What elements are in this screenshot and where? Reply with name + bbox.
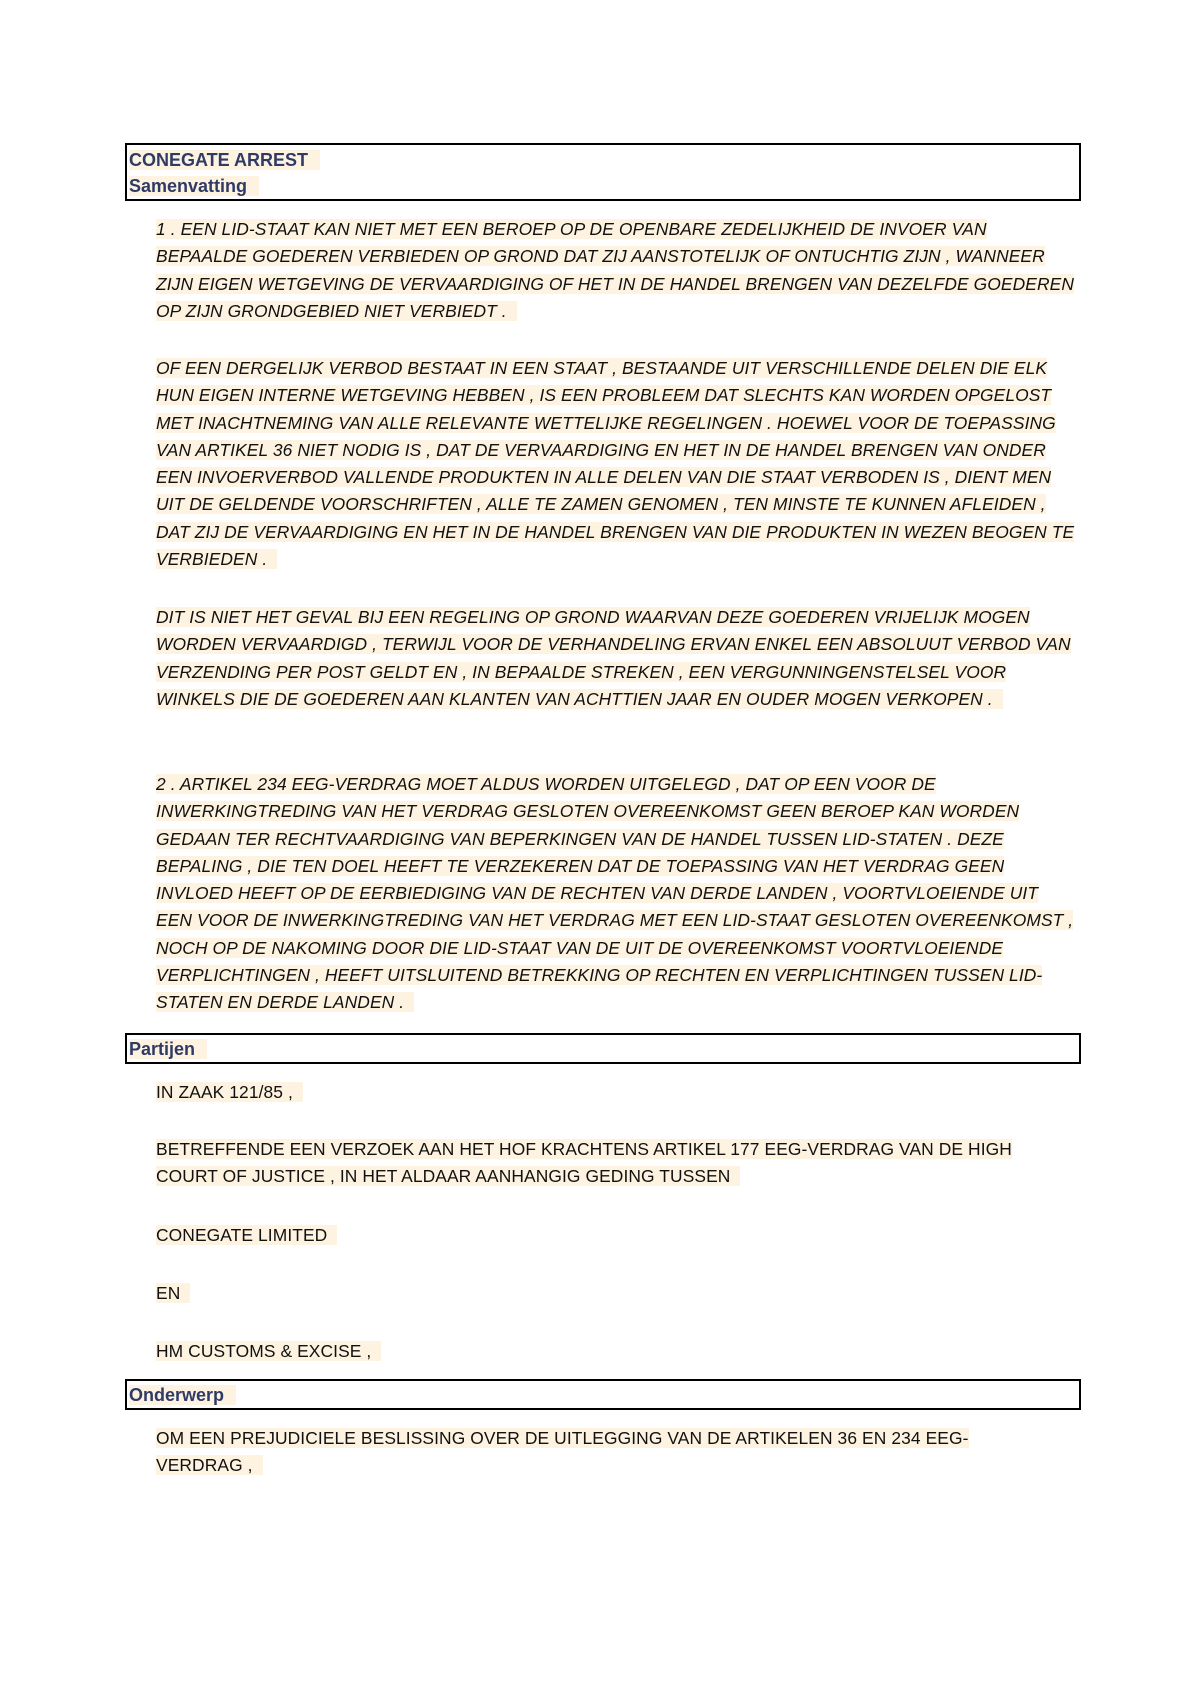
summary-paragraph-1: 1 . EEN LID-STAAT KAN NIET MET EEN BEROEP OP DE OPENBARE ZEDELIJKHEID DE INVOER VAN BEPAALDE GOEDEREN VERBIEDEN OP GROND DAT ZIJ AANSTOTELIJK OF ONTUCHTIG ZIJN , WANNEER ZIJN EIGEN WETGEVING DE VERVAARDIGING OF HET IN DE HANDEL BRENGEN VAN DEZELFDE GOEDEREN OP ZIJN GRONDGEBIED NIET VERBIEDT . (156, 219, 1075, 321)
party-claimant: CONEGATE LIMITED (156, 1222, 1076, 1249)
partijen-box (125, 1033, 1081, 1064)
subject-text: OM EEN PREJUDICIELE BESLISSING OVER DE UITLEGGING VAN DE ARTIKELEN 36 EN 234 EEG-VERDRAG , (156, 1428, 969, 1476)
case-number: IN ZAAK 121/85 , (156, 1079, 1076, 1106)
document-title: CONEGATE ARREST (129, 147, 320, 173)
party-defendant: HM CUSTOMS & EXCISE , (156, 1338, 1076, 1365)
section-heading-samenvatting: Samenvatting (129, 173, 259, 199)
section-heading-onderwerp: Onderwerp (129, 1382, 236, 1408)
section-heading-partijen: Partijen (129, 1036, 207, 1062)
title-box (125, 143, 1081, 201)
summary-paragraph-2: OF EEN DERGELIJK VERBOD BESTAAT IN EEN STAAT , BESTAANDE UIT VERSCHILLENDE DELEN DIE ELK HUN EIGEN INTERNE WETGEVING HEBBEN , IS EEN PROBLEEM DAT SLECHTS KAN WORDEN OPGELOST MET INACHTNEMING VAN ALLE RELEVANTE WETTELIJKE REGELINGEN . HOEWEL VOOR DE TOEPASSING VAN ARTIKEL 36 NIET NODIG IS , DAT DE VERVAARDIGING EN HET IN DE HANDEL BRENGEN VAN ONDER EEN INVOERVERBOD VALLENDE PRODUKTEN IN ALLE DELEN VAN DIE STAAT VERBODEN IS , DIENT MEN UIT DE GELDENDE VOORSCHRIFTEN , ALLE TE ZAMEN GENOMEN , TEN MINSTE TE KUNNEN AFLEIDEN , DAT ZIJ DE VERVAARDIGING EN HET IN DE HANDEL BRENGEN VAN DIE PRODUKTEN IN WEZEN BEOGEN TE VERBIEDEN . (156, 358, 1075, 570)
request-description: BETREFFENDE EEN VERZOEK AAN HET HOF KRACHTENS ARTIKEL 177 EEG-VERDRAG VAN DE HIGH COURT OF JUSTICE , IN HET ALDAAR AANHANGIG GEDING TUSSEN (156, 1139, 1012, 1187)
party-conjunction: EN (156, 1280, 1076, 1307)
onderwerp-box (125, 1379, 1081, 1410)
summary-paragraph-3: DIT IS NIET HET GEVAL BIJ EEN REGELING OP GROND WAARVAN DEZE GOEDEREN VRIJELIJK MOGEN WORDEN VERVAARDIGD , TERWIJL VOOR DE VERHANDELING ERVAN ENKEL EEN ABSOLUUT VERBOD VAN VERZENDING PER POST GELDT EN , IN BEPAALDE STREKEN , EEN VERGUNNINGENSTELSEL VOOR WINKELS DIE DE GOEDEREN AAN KLANTEN VAN ACHTTIEN JAAR EN OUDER MOGEN VERKOPEN . (156, 607, 1071, 709)
summary-paragraph-4: 2 . ARTIKEL 234 EEG-VERDRAG MOET ALDUS WORDEN UITGELEGD , DAT OP EEN VOOR DE INWERKINGTREDING VAN HET VERDRAG GESLOTEN OVEREENKOMST GEEN BEROEP KAN WORDEN GEDAAN TER RECHTVAARDIGING VAN BEPERKINGEN VAN DE HANDEL TUSSEN LID-STATEN . DEZE BEPALING , DIE TEN DOEL HEEFT TE VERZEKEREN DAT DE TOEPASSING VAN HET VERDRAG GEEN INVLOED HEEFT OP DE EERBIEDIGING VAN DE RECHTEN VAN DERDE LANDEN , VOORTVLOEIENDE UIT EEN VOOR DE INWERKINGTREDING VAN HET VERDRAG MET EEN LID-STAAT GESLOTEN OVEREENKOMST , NOCH OP DE NAKOMING DOOR DIE LID-STAAT VAN DE UIT DE OVEREENKOMST VOORTVLOEIENDE VERPLICHTINGEN , HEEFT UITSLUITEND BETREKKING OP RECHTEN EN VERPLICHTINGEN TUSSEN LID-STATEN EN DERDE LANDEN . (156, 774, 1074, 1013)
